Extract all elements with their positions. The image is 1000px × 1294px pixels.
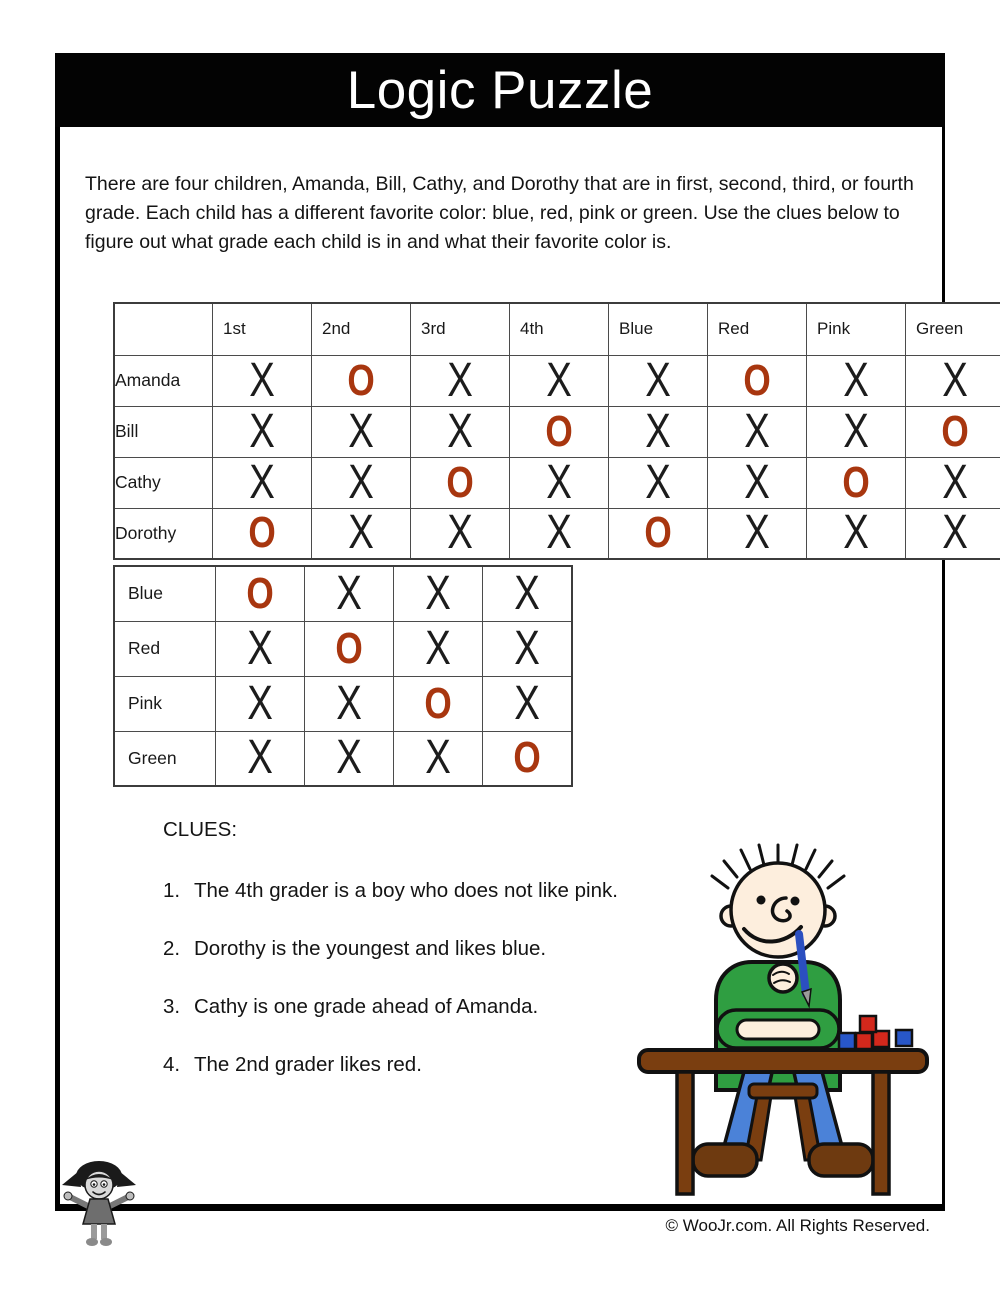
x-mark: X	[942, 457, 968, 508]
x-mark: X	[425, 621, 451, 675]
grid-cell	[216, 621, 305, 676]
grid-row	[114, 566, 572, 621]
grid-cell	[216, 566, 305, 621]
clues-section	[163, 818, 663, 1110]
grid-corner-cell	[114, 303, 213, 355]
grid-cell	[305, 566, 394, 621]
grid-cell	[394, 621, 483, 676]
grid-row	[114, 457, 1000, 508]
x-mark: X	[942, 508, 968, 559]
grid-cell	[609, 406, 708, 457]
x-mark: X	[336, 731, 362, 785]
circle-mark: O	[842, 457, 870, 507]
x-mark: X	[348, 457, 374, 508]
x-mark: X	[447, 406, 473, 457]
circle-mark: O	[246, 568, 274, 618]
x-mark: X	[744, 457, 770, 508]
x-mark: X	[249, 355, 275, 406]
boy-forearm	[737, 1020, 819, 1039]
page-title: Logic Puzzle	[346, 60, 654, 120]
x-mark: X	[336, 566, 362, 620]
grid-row-label: Pink	[114, 676, 216, 731]
clue-item	[163, 994, 663, 1020]
mascot-arm-right	[110, 1197, 128, 1206]
circle-mark: O	[446, 457, 474, 507]
grid-cell	[483, 676, 573, 731]
mascot-arm-left	[70, 1197, 88, 1206]
clue-item	[163, 1052, 663, 1078]
grid-cell	[216, 731, 305, 786]
grid-header-row	[114, 303, 1000, 355]
clue-number: 2.	[163, 937, 181, 960]
grid-col-header: 3rd	[411, 303, 510, 355]
clues-list	[163, 878, 663, 1078]
grid-row	[114, 508, 1000, 559]
grid-row	[114, 731, 572, 786]
grid-cell	[394, 566, 483, 621]
grid-cell	[312, 508, 411, 559]
x-mark: X	[942, 355, 968, 406]
grid-cell	[312, 406, 411, 457]
clues-heading: CLUES:	[163, 818, 238, 841]
grid-cell	[411, 406, 510, 457]
title-bar	[55, 53, 945, 127]
grid-row-label: Bill	[114, 406, 213, 457]
clue-number: 1.	[163, 879, 181, 902]
grid-cell	[510, 406, 609, 457]
desk-top	[639, 1050, 927, 1072]
clue-text: Dorothy is the youngest and likes blue.	[194, 937, 547, 960]
grid-cell	[906, 355, 1000, 406]
grid-cell	[708, 406, 807, 457]
grid-row	[114, 355, 1000, 406]
x-mark: X	[645, 457, 671, 508]
mascot-leg-left	[91, 1224, 97, 1239]
grid-cell	[312, 355, 411, 406]
boy-eye-left	[757, 896, 766, 905]
grid-cell	[708, 355, 807, 406]
circle-mark: O	[424, 678, 452, 728]
grid-cell	[609, 508, 708, 559]
x-mark: X	[336, 676, 362, 730]
grid-cell	[609, 457, 708, 508]
x-mark: X	[447, 355, 473, 406]
copyright-text: © WooJr.com. All Rights Reserved.	[665, 1216, 930, 1235]
grid-cell	[213, 406, 312, 457]
grid-cell	[305, 676, 394, 731]
grid-cell	[807, 355, 906, 406]
clue-text: Cathy is one grade ahead of Amanda.	[194, 995, 539, 1018]
grid-cell	[411, 508, 510, 559]
x-mark: X	[843, 508, 869, 559]
mascot-girl-logo	[58, 1154, 140, 1248]
grid-row	[114, 406, 1000, 457]
grid-row-label: Dorothy	[114, 508, 213, 559]
circle-mark: O	[513, 733, 541, 783]
boy-at-desk-illustration	[633, 828, 933, 1198]
x-mark: X	[645, 355, 671, 406]
boy-head	[731, 863, 825, 957]
grid-cell	[411, 457, 510, 508]
grid-cell	[906, 508, 1000, 559]
circle-mark: O	[347, 355, 375, 405]
grid-col-header: Pink	[807, 303, 906, 355]
grid-cell	[609, 355, 708, 406]
grid-cell	[483, 621, 573, 676]
grid-row-label: Blue	[114, 566, 216, 621]
grid-col-header: Green	[906, 303, 1000, 355]
grid-row-label: Cathy	[114, 457, 213, 508]
grid-row	[114, 621, 572, 676]
circle-mark: O	[335, 623, 363, 673]
x-mark: X	[425, 566, 451, 620]
grid-cell	[807, 508, 906, 559]
grid-cell	[411, 355, 510, 406]
x-mark: X	[247, 676, 273, 730]
grid-cell	[906, 457, 1000, 508]
clue-item	[163, 936, 663, 962]
clue-number: 3.	[163, 995, 181, 1018]
grid-cell	[394, 731, 483, 786]
stool-seat	[749, 1084, 817, 1098]
x-mark: X	[249, 406, 275, 457]
grid-col-header: 4th	[510, 303, 609, 355]
x-mark: X	[348, 508, 374, 559]
grid-row-label: Red	[114, 621, 216, 676]
x-mark: X	[546, 457, 572, 508]
clue-text: The 2nd grader likes red.	[194, 1053, 422, 1076]
boy-hand	[769, 964, 797, 992]
grid-top-section	[113, 302, 1000, 560]
grid-cell	[807, 406, 906, 457]
grid-cell	[483, 566, 573, 621]
x-mark: X	[645, 406, 671, 457]
desk-leg-right	[873, 1072, 889, 1194]
circle-mark: O	[248, 508, 276, 558]
logic-grid	[113, 302, 1000, 787]
grid-cell	[510, 355, 609, 406]
grid-col-header: Blue	[609, 303, 708, 355]
grid-cell	[213, 355, 312, 406]
grid-cell	[708, 508, 807, 559]
circle-mark: O	[743, 355, 771, 405]
grid-cell	[807, 457, 906, 508]
x-mark: X	[744, 508, 770, 559]
grid-col-header: 1st	[213, 303, 312, 355]
grid-cell	[305, 731, 394, 786]
grid-cell	[906, 406, 1000, 457]
x-mark: X	[546, 355, 572, 406]
boy-eye-right	[791, 897, 800, 906]
grid-cell	[305, 621, 394, 676]
grid-cell	[394, 676, 483, 731]
clue-text: The 4th grader is a boy who does not like pink.	[194, 879, 618, 902]
x-mark: X	[247, 731, 273, 785]
boy-shoe-left	[693, 1144, 757, 1176]
circle-mark: O	[545, 406, 573, 456]
grid-cell	[510, 508, 609, 559]
mascot-foot-right	[100, 1238, 112, 1246]
grid-cell	[213, 508, 312, 559]
mascot-girl-drawing	[58, 1154, 140, 1248]
mascot-foot-left	[86, 1238, 98, 1246]
grid-cell	[216, 676, 305, 731]
toy-blocks	[839, 1016, 912, 1049]
x-mark: X	[514, 566, 540, 620]
x-mark: X	[546, 508, 572, 559]
x-mark: X	[247, 621, 273, 675]
circle-mark: O	[941, 406, 969, 456]
x-mark: X	[843, 406, 869, 457]
x-mark: X	[744, 406, 770, 457]
x-mark: X	[514, 676, 540, 730]
clue-number: 4.	[163, 1053, 181, 1076]
grid-col-header: 2nd	[312, 303, 411, 355]
grid-cell	[708, 457, 807, 508]
desk-leg-left	[677, 1072, 693, 1194]
intro-paragraph: There are four children, Amanda, Bill, Cathy, and Dorothy that are in first, second, third, or fourth grade. Each child has a different favorite color: blue, red, pink or green. Use the clues below to figure out what grade each child is in and what their favorite color is.	[85, 172, 914, 253]
mascot-leg-right	[101, 1224, 107, 1239]
grid-cell	[483, 731, 573, 786]
grid-row	[114, 676, 572, 731]
boy-at-desk-drawing	[633, 828, 933, 1198]
circle-mark: O	[644, 508, 672, 558]
grid-bottom-section	[113, 565, 573, 787]
grid-cell	[312, 457, 411, 508]
grid-cell	[510, 457, 609, 508]
grid-col-header: Red	[708, 303, 807, 355]
x-mark: X	[249, 457, 275, 508]
boy-shoe-right	[809, 1144, 873, 1176]
x-mark: X	[514, 621, 540, 675]
grid-row-label: Green	[114, 731, 216, 786]
x-mark: X	[447, 508, 473, 559]
grid-cell	[213, 457, 312, 508]
clue-item	[163, 878, 663, 904]
grid-row-label: Amanda	[114, 355, 213, 406]
x-mark: X	[843, 355, 869, 406]
x-mark: X	[425, 731, 451, 785]
x-mark: X	[348, 406, 374, 457]
